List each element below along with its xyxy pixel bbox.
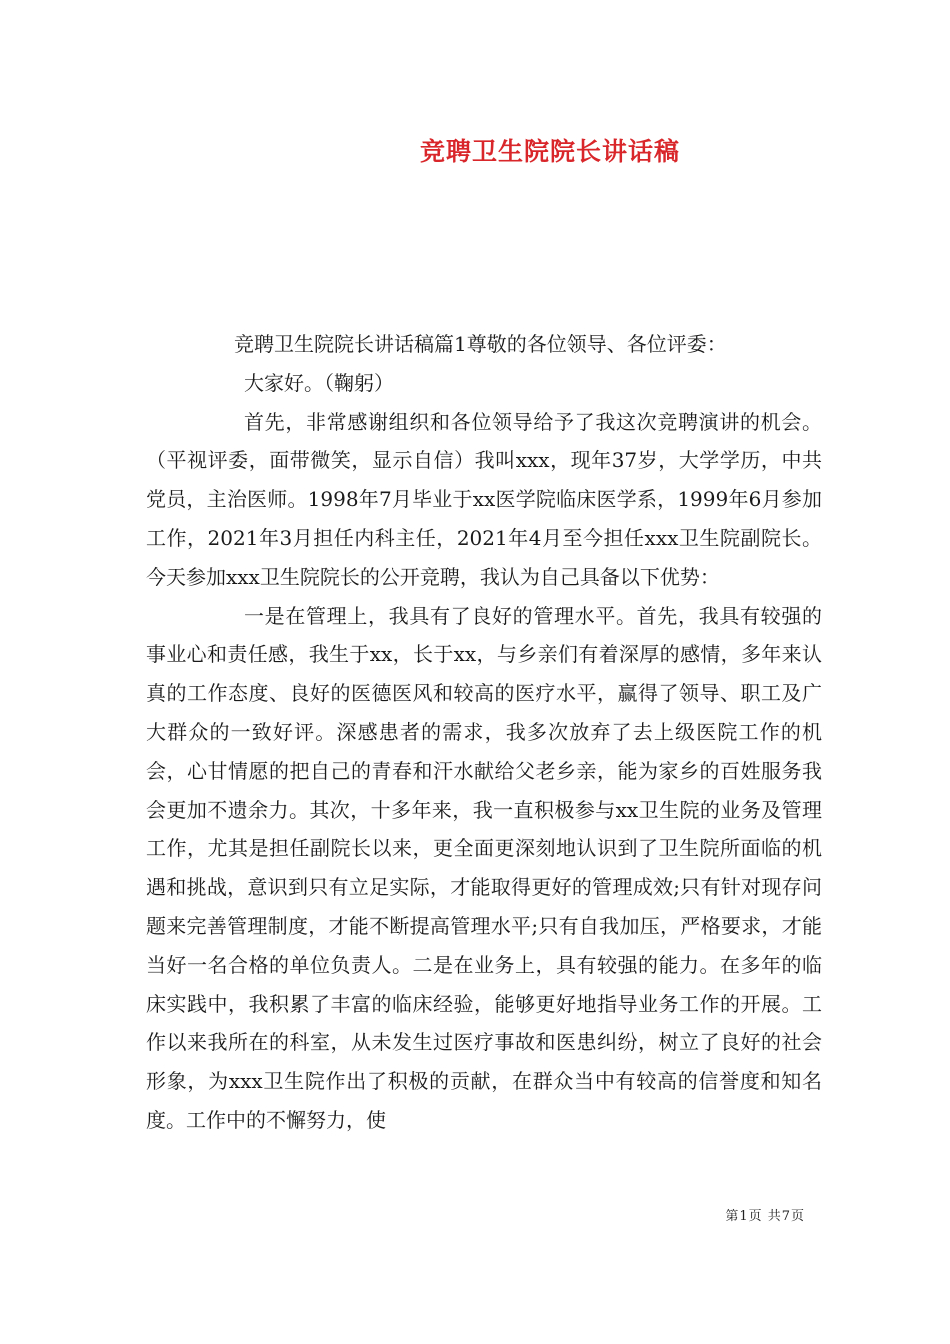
greeting-line: 大家好。（鞠躬） xyxy=(244,370,394,395)
document-body xyxy=(146,325,822,1140)
page-number: 第1页 共7页 xyxy=(725,1209,805,1224)
paragraph-introduction: 首先，非常感谢组织和各位领导给予了我这次竞聘演讲的机会。（平视评委，面带微笑，显示自信）我叫xxx，现年37岁，大学学历，中共党员，主治医师。1998年7月毕业于xx医学院临床医学系，1999年6月参加工作，2021年3月担任内科主任，2021年4月至今担任xxx卫生院副院长。今天参加xxx卫生院院长的公开竞聘，我认为自己具备以下优势： xyxy=(146,409,822,589)
document-title: 竞聘卫生院院长讲话稿 xyxy=(419,137,680,166)
paragraph-advantages: 一是在管理上，我具有了良好的管理水平。首先，我具有较强的事业心和责任感，我生于xx，长于xx，与乡亲们有着深厚的感情，多年来认真的工作态度、良好的医德医风和较高的医疗水平，赢得了领导、职工及广大群众的一致好评。深感患者的需求，我多次放弃了去上级医院工作的机会，心甘情愿的把自己的青春和汗水献给父老乡亲，能为家乡的百姓服务我会更加不遗余力。其次，十多年来，我一直积极参与xx卫生院的业务及管理工作，尤其是担任副院长以来，更全面更深刻地认识到了卫生院所面临的机遇和挑战，意识到只有立足实际，才能取得更好的管理成效;只有针对现存问题来完善管理制度，才能不断提高管理水平;只有自我加压，严格要求，才能当好一名合格的单位负责人。二是在业务上，具有较强的能力。在多年的临床实践中，我积累了丰富的临床经验，能够更好地指导业务工作的开展。工作以来我所在的科室，从未发生过医疗事故和医患纠纷，树立了良好的社会形象，为xxx卫生院作出了积极的贡献，在群众当中有较高的信誉度和知名度。工作中的不懈努力，使 xyxy=(146,603,822,1132)
opening-line: 竞聘卫生院院长讲话稿篇1尊敬的各位领导、各位评委： xyxy=(234,332,727,356)
